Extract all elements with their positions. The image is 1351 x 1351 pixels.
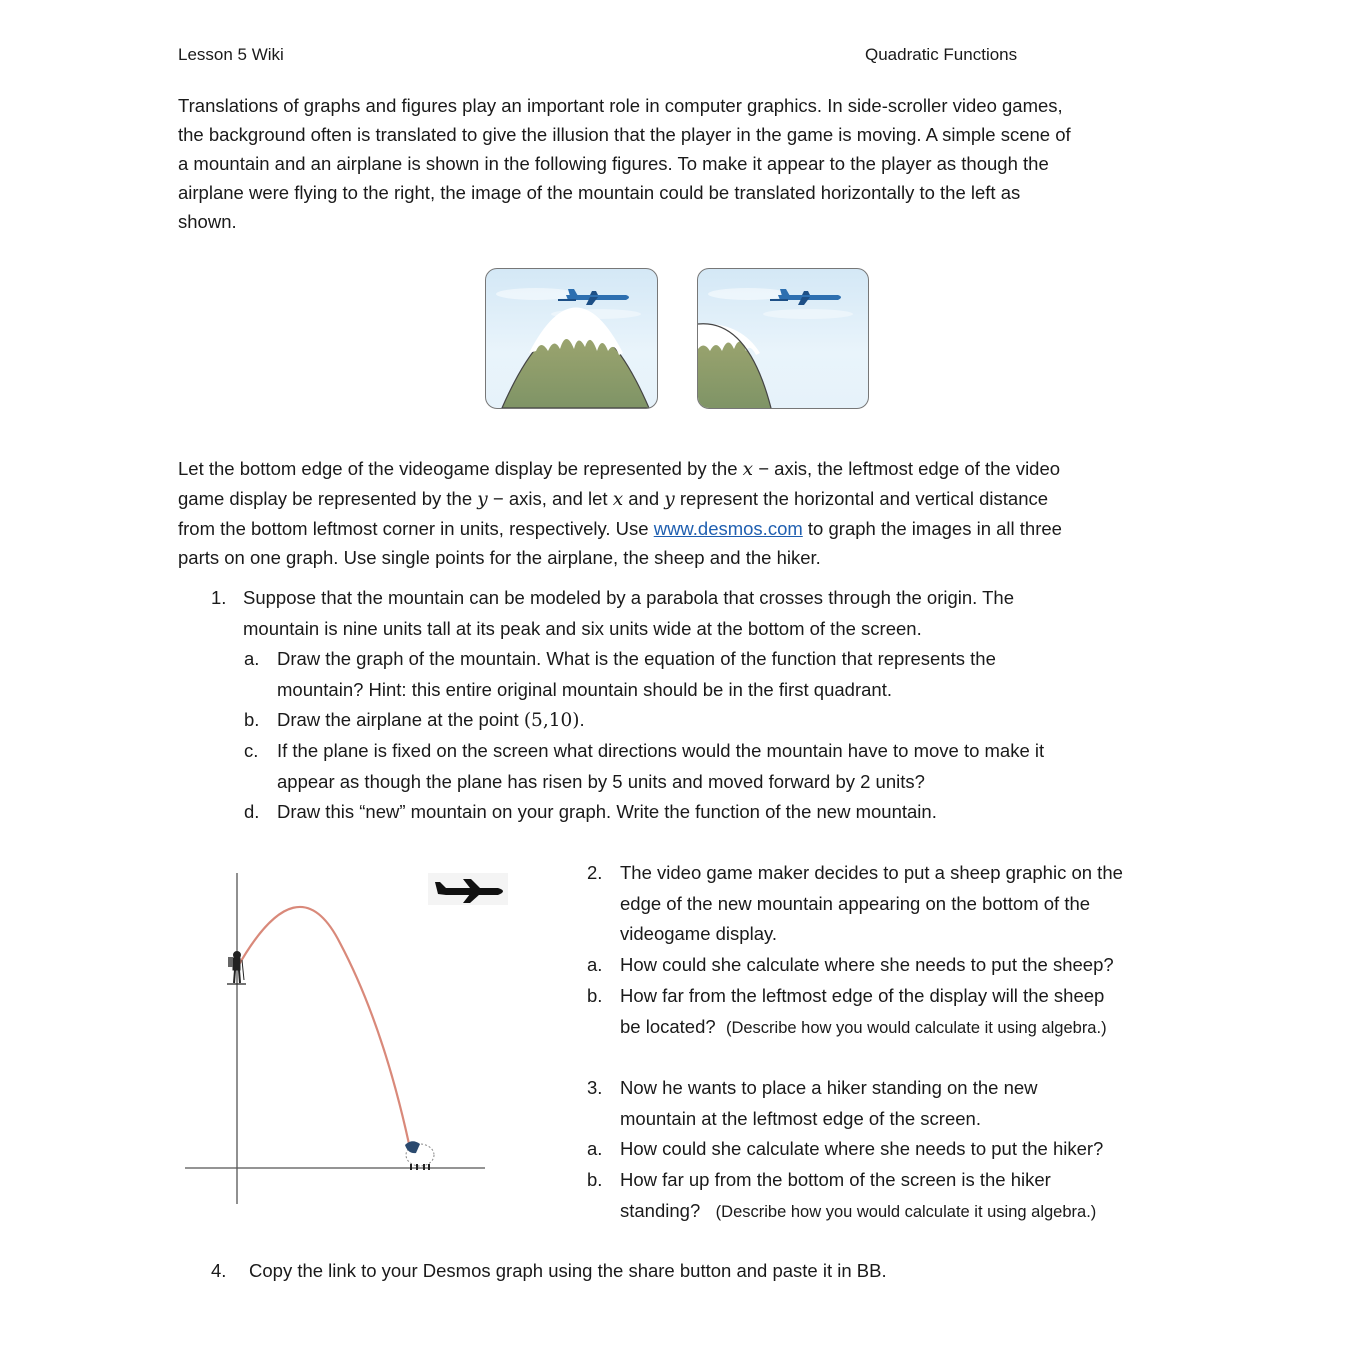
question-1c-label: c.	[244, 740, 259, 761]
question-1b-text: Draw the airplane at the point (5,10).	[277, 709, 585, 731]
algebra-note: (Describe how you would calculate it using algebra.)	[715, 1202, 1097, 1221]
setup-line: Let the bottom edge of the videogame display be represented by the x − axis, the leftmost edge of the video	[178, 458, 1061, 480]
question-4-text: Copy the link to your Desmos graph using the share button and paste it in BB.	[249, 1260, 887, 1281]
x-variable: x	[742, 459, 754, 480]
question-3b-label: b.	[587, 1169, 603, 1190]
parabola-graph	[180, 868, 520, 1213]
question-3-text: Now he wants to place a hiker standing on the new mountain at the leftmost edge of the screen.	[620, 1077, 1038, 1129]
question-3a-text: How could she calculate where she needs to put the hiker?	[620, 1138, 1104, 1159]
scene-translated-mountain	[697, 268, 869, 409]
mountain-with-airplane-illustration	[486, 269, 657, 408]
question-3a-label: a.	[587, 1138, 603, 1159]
question-3-number: 3.	[587, 1077, 603, 1098]
question-2-number: 2.	[587, 862, 603, 883]
intro-line: airplane were flying to the right, the image of the mountain could be translated horizontally to the left as	[178, 182, 1021, 203]
question-1-number: 1.	[211, 587, 227, 608]
question-2a-label: a.	[587, 954, 603, 975]
header-topic-title: Quadratic Functions	[865, 45, 1018, 64]
scene-original-mountain	[485, 268, 658, 409]
intro-line: the background often is translated to give the illusion that the player in the game is moving. A simple scene of	[178, 124, 1071, 145]
question-2b-label: b.	[587, 985, 603, 1006]
intro-line: shown.	[178, 211, 237, 232]
setup-line: from the bottom leftmost corner in units, respectively. Use www.desmos.com to graph the images in all three	[178, 518, 1062, 539]
question-1a-text: Draw the graph of the mountain. What is the equation of the function that represents the mountain? Hint: this entire original mountain should be in the first quadrant.	[277, 648, 996, 700]
intro-line: a mountain and an airplane is shown in the following figures. To make it appear to the player as though the	[178, 153, 1049, 174]
setup-line: game display be represented by the y − axis, and let x and y represent the horizontal and vertical distance	[178, 488, 1049, 510]
question-1-text: Suppose that the mountain can be modeled by a parabola that crosses through the origin. The mountain is nine units tall at its peak and six units wide at the bottom of the screen.	[243, 587, 1015, 639]
setup-paragraph	[178, 454, 1168, 572]
airplane-point: (5,10)	[523, 710, 580, 731]
intro-paragraph	[178, 91, 1168, 236]
question-1d-label: d.	[244, 801, 260, 822]
question-2b-text: How far from the leftmost edge of the display will the sheep be located? (Describe how you would calculate it using algebra.)	[620, 985, 1107, 1037]
question-1b-label: b.	[244, 709, 260, 730]
question-2-text: The video game maker decides to put a sheep graphic on the edge of the new mountain appearing on the bottom of the videogame display.	[620, 862, 1123, 944]
translated-mountain-illustration	[698, 269, 868, 408]
algebra-note: (Describe how you would calculate it using algebra.)	[725, 1018, 1107, 1037]
question-1a-label: a.	[244, 648, 260, 669]
sheep-icon	[405, 1141, 434, 1170]
desmos-link[interactable]: www.desmos.com	[653, 518, 803, 539]
airplane-icon	[428, 873, 508, 905]
header-lesson-title: Lesson 5 Wiki	[178, 45, 284, 64]
question-1c-text: If the plane is fixed on the screen what directions would the mountain have to move to make it appear as though the plane has risen by 5 units and moved forward by 2 units?	[277, 740, 1045, 792]
graph-illustration	[180, 868, 520, 1213]
question-4-number: 4.	[211, 1260, 227, 1281]
new-mountain-curve	[237, 907, 412, 1158]
setup-line: parts on one graph. Use single points for the airplane, the sheep and the hiker.	[178, 547, 821, 568]
question-3b-text: How far up from the bottom of the screen is the hiker standing? (Describe how you would calculate it using algebra.)	[620, 1169, 1097, 1221]
y-variable: y	[477, 489, 488, 510]
question-1d-text: Draw this “new” mountain on your graph. Write the function of the new mountain.	[277, 801, 937, 822]
intro-line: Translations of graphs and figures play an important role in computer graphics. In side-scroller video games,	[178, 95, 1063, 116]
question-2a-text: How could she calculate where she needs to put the sheep?	[620, 954, 1114, 975]
